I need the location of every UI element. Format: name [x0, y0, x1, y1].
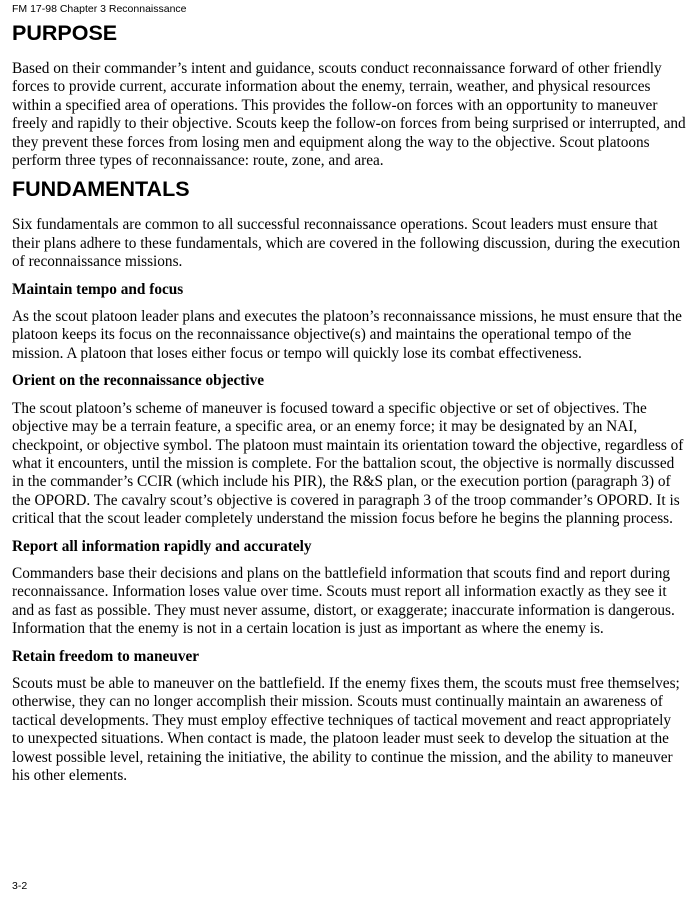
- paragraph-orient-objective: The scout platoon’s scheme of maneuver is focused toward a specific objective or set of objectives. The objective may be a terrain feature, a specific area, or an enemy force; it may be designated by an NAI, checkpoint, or objective symbol. The platoon must maintain its orientation toward the objective, regardless of what it encounters, until the mission is complete. For the battalion scout, the objective is normally discussed in the commander’s CCIR (which include his PIR), the R&S plan, or the execution portion (paragraph 3) of the OPORD. The cavalry scout’s objective is covered in paragraph 3 of the troop commander’s OPORD. It is critical that the scout leader completely understand the mission focus before he begins the planning process.: [12, 399, 684, 528]
- section-heading-purpose: PURPOSE: [12, 21, 118, 45]
- running-head: FM 17-98 Chapter 3 Reconnaissance: [12, 3, 187, 15]
- subheading-report-information: Report all information rapidly and accurately: [12, 537, 312, 555]
- page-number: 3-2: [12, 880, 28, 892]
- section-heading-fundamentals: FUNDAMENTALS: [12, 177, 190, 202]
- document-body: [12, 20, 686, 785]
- subheading-maintain-tempo: Maintain tempo and focus: [12, 280, 184, 298]
- paragraph-maintain-tempo: As the scout platoon leader plans and executes the platoon’s reconnaissance missions, he must ensure that the platoon keeps its focus on the reconnaissance objective(s) and maintains the operational tempo of the mission. A platoon that loses either focus or tempo will quickly lose its combat effectiveness.: [12, 308, 682, 362]
- purpose-paragraph: Based on their commander’s intent and guidance, scouts conduct reconnaissance forward of other friendly forces to provide current, accurate information about the enemy, terrain, weather, and physical resources within a specified area of operations. This provides the follow-on forces with an opportunity to maneuver freely and rapidly to their objective. Scouts keep the follow-on forces from being surprised or interrupted, and they prevent these forces from losing men and equipment along the way to the objective. Scout platoons perform three types of reconnaissance: route, zone, and area.: [12, 60, 686, 170]
- subheading-retain-freedom: Retain freedom to maneuver: [12, 647, 200, 665]
- paragraph-report-information: Commanders base their decisions and plans on the battlefield information that scouts find and report during reconnaissance. Information loses value over time. Scouts must report all information exactly as they see it and as fast as possible. They must never assume, distort, or exaggerate; inaccurate information is dangerous. Information that the enemy is not in a certain location is just as important as where the enemy is.: [12, 564, 675, 638]
- fundamentals-intro-paragraph: Six fundamentals are common to all successful reconnaissance operations. Scout leaders must ensure that their plans adhere to these fundamentals, which are covered in the following discussion, during the execution of reconnaissance missions.: [12, 216, 681, 271]
- paragraph-retain-freedom: Scouts must be able to maneuver on the battlefield. If the enemy fixes them, the scouts must free themselves; otherwise, they can no longer accomplish their mission. Scouts must continually maintain an awareness of tactical developments. They must employ effective techniques of tactical movement and react appropriately to unexpected situations. When contact is made, the platoon leader must seek to develop the situation at the lowest possible level, retaining the initiative, the ability to continue the mission, and the ability to maneuver his other elements.: [12, 674, 680, 784]
- subheading-orient-objective: Orient on the reconnaissance objective: [12, 372, 265, 390]
